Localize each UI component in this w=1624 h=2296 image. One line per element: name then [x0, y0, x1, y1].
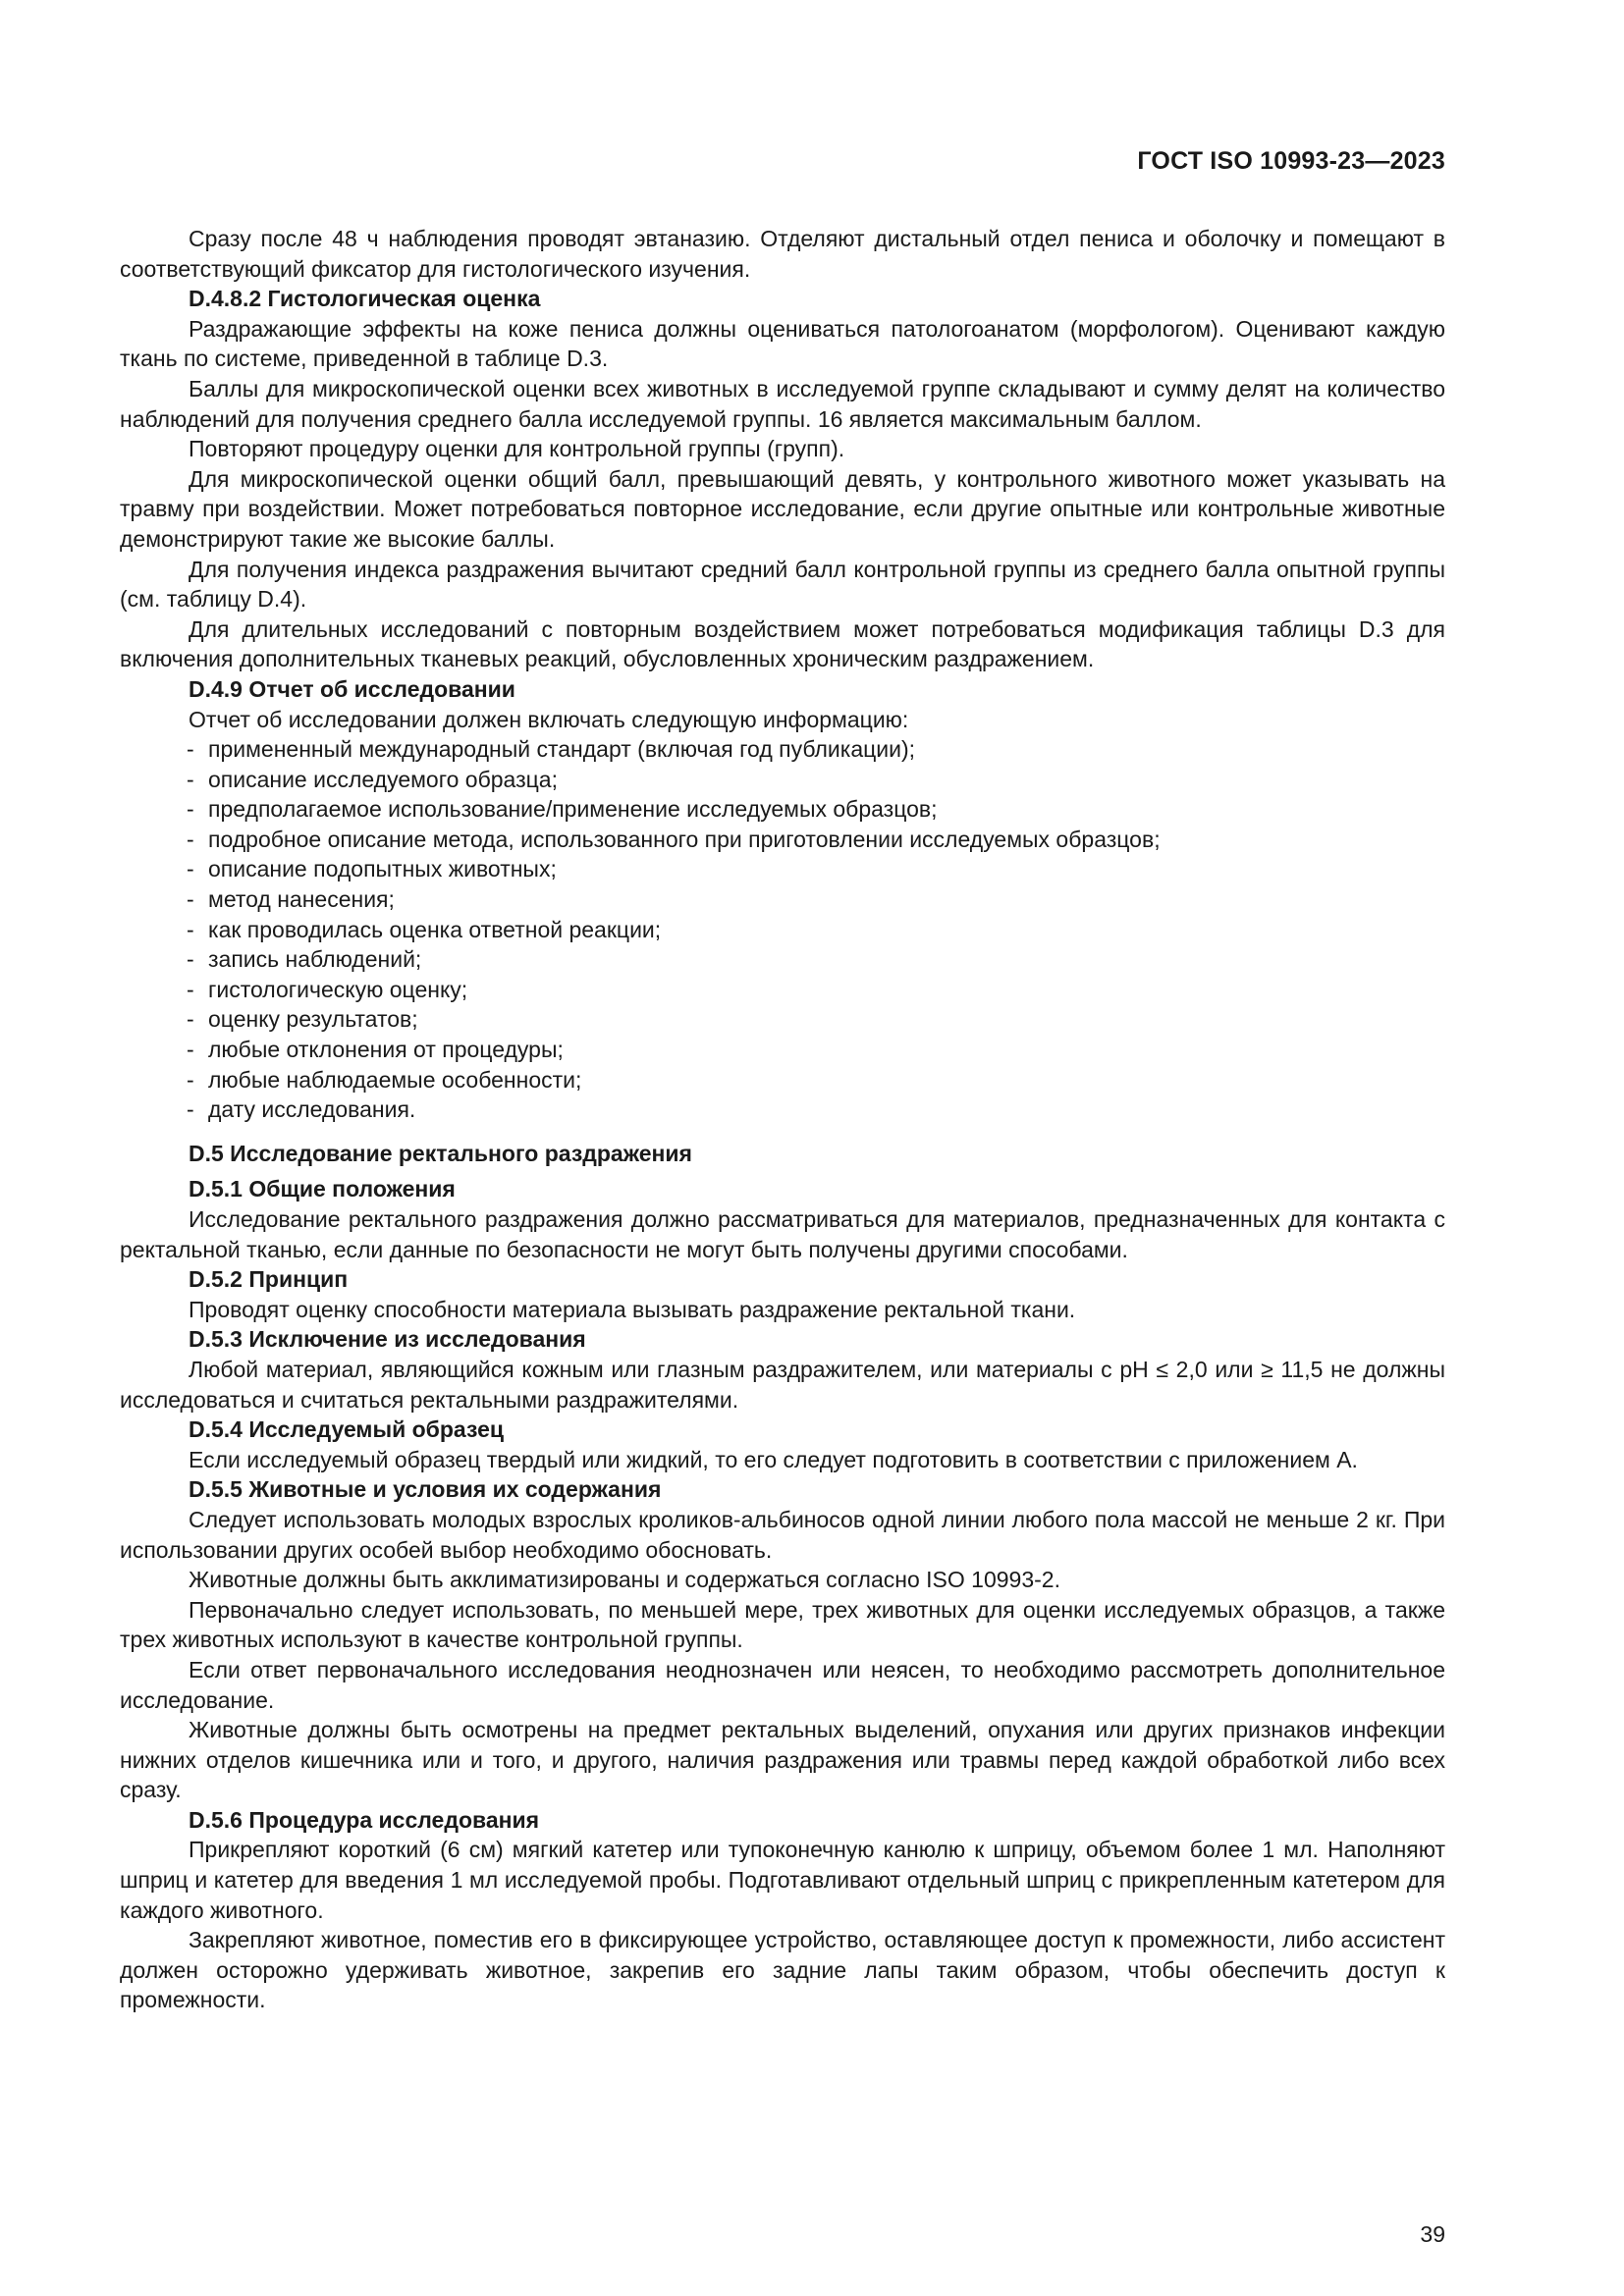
paragraph: Раздражающие эффекты на коже пениса должны оцениваться патологоанатом (морфологом). Оценивают каждую ткань по системе, приведенной в таблице D.3.	[120, 315, 1445, 372]
list-item: - гистологическую оценку;	[187, 975, 1445, 1005]
paragraph: Если ответ первоначального исследования неоднозначен или неясен, то необходимо рассмотреть дополнительное исследование.	[120, 1656, 1445, 1713]
document-body	[120, 224, 1445, 2015]
section-heading-d56: D.5.6 Процедура исследования	[189, 1806, 540, 1833]
list-item: - предполагаемое использование/применение исследуемых образцов;	[187, 794, 1445, 825]
section-heading-d53: D.5.3 Исключение из исследования	[189, 1326, 586, 1353]
paragraph: Сразу после 48 ч наблюдения проводят эвтаназию. Отделяют дистальный отдел пениса и оболочку и помещают в соответствующий фиксатор для гистологического изучения.	[120, 226, 1445, 282]
paragraph: Если исследуемый образец твердый или жидкий, то его следует подготовить в соответствии с приложением A.	[189, 1446, 1358, 1472]
document-header: ГОСТ ISO 10993-23—2023	[1137, 147, 1445, 175]
section-heading-d5: D.5 Исследование ректального раздражения	[189, 1140, 692, 1166]
section-heading-d52: D.5.2 Принцип	[189, 1266, 349, 1293]
list-item: - любые наблюдаемые особенности;	[187, 1065, 1445, 1095]
list-item: - описание исследуемого образца;	[187, 765, 1445, 795]
paragraph: Баллы для микроскопической оценки всех животных в исследуемой группе складывают и сумму делят на количество наблюдений для получения среднего балла исследуемой группы. 16 является максимальным баллом.	[120, 375, 1445, 432]
paragraph: Любой материал, являющийся кожным или глазным раздражителем, или материалы с pH ≤ 2,0 или ≥ 11,5 не должны исследоваться и считаться ректальными раздражителями.	[120, 1356, 1445, 1413]
list-item: - любые отклонения от процедуры;	[187, 1035, 1445, 1065]
report-contents-list	[120, 734, 1445, 1125]
paragraph: Повторяют процедуру оценки для контрольной группы (групп).	[189, 436, 845, 462]
list-item: - подробное описание метода, использованного при приготовлении исследуемых образцов;	[187, 825, 1445, 855]
paragraph: Проводят оценку способности материала вызывать раздражение ректальной ткани.	[189, 1296, 1076, 1322]
page-number: 39	[1420, 2221, 1445, 2247]
paragraph: Животные должны быть осмотрены на предмет ректальных выделений, опухания или других признаков инфекции нижних отделов кишечника или и того, и другого, наличия раздражения или травмы перед каждой обработкой либо всех сразу.	[120, 1717, 1445, 1803]
paragraph: Для длительных исследований с повторным воздействием может потребоваться модификация таблицы D.3 для включения дополнительных тканевых реакций, обусловленных хроническим раздражением.	[120, 615, 1445, 672]
list-item: - запись наблюдений;	[187, 944, 1445, 975]
paragraph: Исследование ректального раздражения должно рассматриваться для материалов, предназначенных для контакта с ректальной тканью, если данные по безопасности не могут быть получены другими способами.	[120, 1206, 1445, 1262]
list-lead: Отчет об исследовании должен включать следующую информацию:	[189, 706, 909, 732]
paragraph: Прикрепляют короткий (6 см) мягкий катетер или тупоконечную канюлю к шприцу, объемом более 1 мл. Наполняют шприц и катетер для введения 1 мл исследуемой пробы. Подготавливают отдельный шприц с прикрепленным катетером для каждого животного.	[120, 1837, 1445, 1923]
paragraph: Для получения индекса раздражения вычитают средний балл контрольной группы из среднего балла опытной группы (см. таблицу D.4).	[120, 556, 1445, 613]
list-item: - как проводилась оценка ответной реакции;	[187, 915, 1445, 945]
list-item: - метод нанесения;	[187, 884, 1445, 915]
paragraph: Первоначально следует использовать, по меньшей мере, трех животных для оценки исследуемых образцов, а также трех животных используют в качестве контрольной группы.	[120, 1596, 1445, 1653]
section-heading-d51: D.5.1 Общие положения	[189, 1176, 456, 1202]
list-item: - примененный международный стандарт (включая год публикации);	[187, 734, 1445, 765]
list-item: - описание подопытных животных;	[187, 854, 1445, 884]
paragraph: Следует использовать молодых взрослых кроликов-альбиносов одной линии любого пола массой не меньше 2 кг. При использовании других особей выбор необходимо обосновать.	[120, 1506, 1445, 1563]
paragraph: Закрепляют животное, поместив его в фиксирующее устройство, оставляющее доступ к промежности, либо ассистент должен осторожно удерживать животное, закрепив его задние лапы таким образом, чтобы обеспечить доступ к промежности.	[120, 1927, 1445, 2013]
list-item: - дату исследования.	[187, 1095, 1445, 1125]
section-heading-d49: D.4.9 Отчет об исследовании	[189, 675, 515, 702]
paragraph: Животные должны быть акклиматизированы и содержаться согласно ISO 10993-2.	[189, 1567, 1060, 1593]
section-heading-d54: D.5.4 Исследуемый образец	[189, 1416, 505, 1443]
section-heading-d482: D.4.8.2 Гистологическая оценка	[189, 286, 541, 312]
list-item: - оценку результатов;	[187, 1004, 1445, 1035]
paragraph: Для микроскопической оценки общий балл, превышающий девять, у контрольного животного может указывать на травму при воздействии. Может потребоваться повторное исследование, если другие опытные или контрольные животные демонстрируют такие же высокие баллы.	[120, 465, 1445, 552]
section-heading-d55: D.5.5 Животные и условия их содержания	[189, 1476, 662, 1503]
